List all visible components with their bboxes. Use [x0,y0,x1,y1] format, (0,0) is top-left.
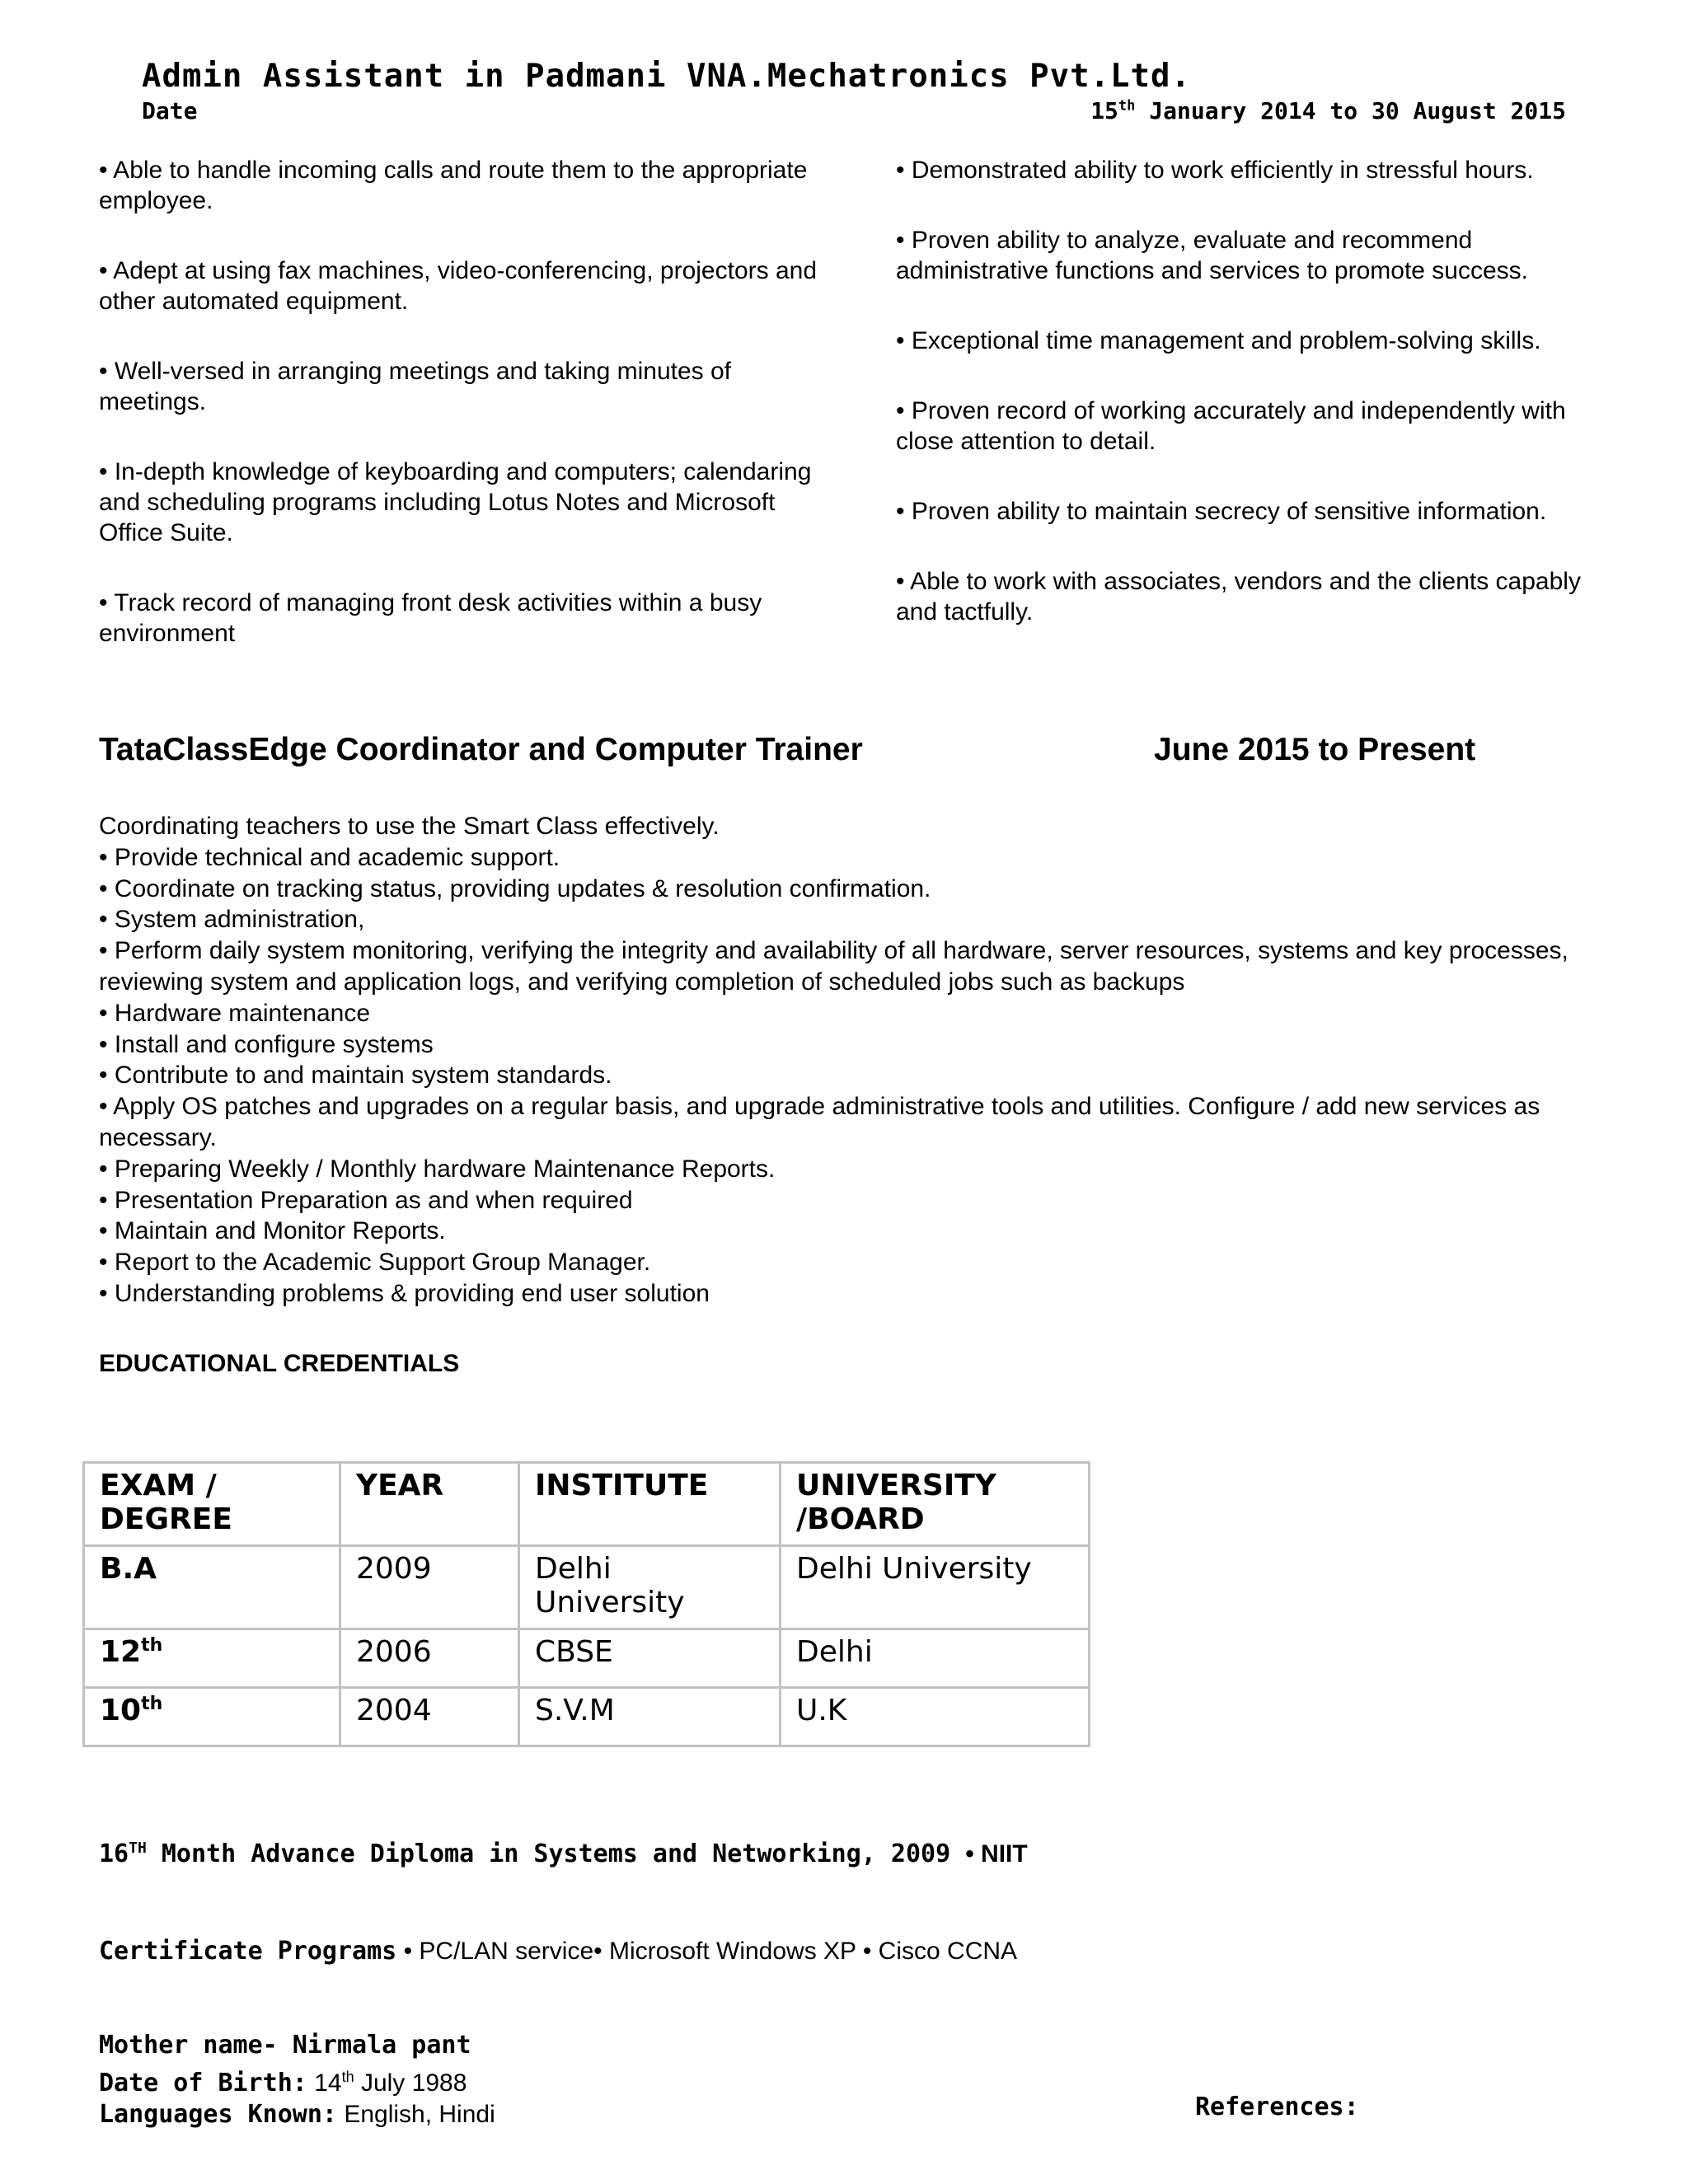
job1-date-range [1090,97,1566,124]
cell-institute: S.V.M [519,1688,781,1746]
column-header-board: UNIVERSITY /BOARD [781,1463,1090,1546]
duty-item: • Provide technical and academic support. [99,843,560,871]
skill-point: • Able to work with associates, vendors and the clients capably and tactfully. [896,568,1581,626]
job1-right-column [896,155,1621,667]
skill-point: • Well-versed in arranging meetings and taking minutes of meetings. [99,358,732,415]
skill-point: • Demonstrated ability to work efficiently in stressful hours. [896,157,1534,184]
cell-board: U.K [781,1688,1090,1746]
references-label: References: [1195,2093,1359,2121]
duty-item: • Report to the Academic Support Group Manager. [99,1249,651,1277]
duty-item: • Install and configure systems [99,1030,434,1058]
table-row [84,1546,1090,1629]
date-label: Date [142,97,198,124]
table-header-row [84,1463,1090,1546]
duty-item: • Apply OS patches and upgrades on a regular basis, and upgrade administrative tools and utilities. Configure / add new services as necessary. [99,1093,1540,1151]
column-header-institute: INSTITUTE [519,1463,781,1546]
exam-value: B.A [100,1552,157,1586]
duty-item: • Hardware maintenance [99,999,371,1027]
education-heading: EDUCATIONAL CREDENTIALS [99,1350,460,1377]
certificates-items: • PC/LAN service• Microsoft Windows XP • Cisco CCNA [403,1938,1018,1965]
duty-item: • Perform daily system monitoring, verifying the integrity and availability of all hardware, server resources, systems and key processes, reviewing system and application logs, and verifying completion of scheduled jobs such as backups [99,937,1568,996]
cell-year: 2009 [340,1546,519,1629]
duty-item: • Understanding problems & providing end user solution [99,1279,710,1307]
skill-point: • Proven record of working accurately and independently with close attention to detail. [896,397,1566,455]
skill-point: • Proven ability to maintain secrecy of sensitive information. [896,498,1547,525]
exam-value: 12 [100,1635,142,1669]
date-start-day: 15 [1090,97,1118,124]
certificates-line [99,1937,1017,1966]
languages-value: English, Hindi [344,2101,495,2128]
job1-left-column [99,155,824,688]
certificates-label: Certificate Programs [99,1937,397,1966]
languages-label: Languages Known: [99,2100,337,2129]
dob-sup: th [341,2069,354,2085]
mother-name: Mother name- Nirmala pant [99,2031,471,2060]
duty-item: • Maintain and Monitor Reports. [99,1217,446,1245]
duty-item: • Presentation Preparation as and when required [99,1186,633,1214]
skill-point: • Proven ability to analyze, evaluate and recommend administrative functions and services to promote success. [896,227,1529,284]
diploma-sup: TH [129,1840,147,1857]
diploma-number: 16 [99,1840,129,1868]
job-title-coordinator: TataClassEdge Coordinator and Computer Trainer [99,732,863,767]
cell-institute: Delhi University [519,1546,781,1629]
diploma-line [99,1840,1028,1868]
duty-item: • Preparing Weekly / Monthly hardware Maintenance Reports. [99,1155,776,1183]
cell-institute: CBSE [519,1629,781,1688]
job2-date-range: June 2015 to Present [1154,732,1476,767]
cell-year: 2004 [340,1688,519,1746]
duty-item: • Coordinate on tracking status, providing updates & resolution confirmation. [99,874,931,902]
skill-point: • In-depth knowledge of keyboarding and computers; calendaring and scheduling programs including Lotus Notes and Microsoft Office Suite. [99,458,812,546]
dob-day: 14 [314,2069,342,2097]
cell-board: Delhi University [781,1546,1090,1629]
table-row [84,1629,1090,1688]
duty-item: • System administration, [99,906,365,934]
date-start-sup: th [1118,97,1136,115]
exam-sup: th [141,1694,163,1714]
job2-duties-list [99,811,1582,1310]
skill-point: • Exceptional time management and problem-solving skills. [896,327,1541,354]
cell-exam [84,1629,340,1688]
date-rest: January 2014 to 30 August 2015 [1149,97,1566,124]
diploma-institute: • NIIT [965,1840,1028,1868]
diploma-text: Month Advance Diploma in Systems and Networking, 2009 [161,1840,951,1868]
dob-rest: July 1988 [360,2069,467,2097]
cell-year: 2006 [340,1629,519,1688]
dob-line [99,2061,495,2099]
dob-label: Date of Birth: [99,2069,307,2097]
table-row [84,1688,1090,1746]
exam-sup: th [141,1635,163,1656]
languages-line [99,2099,495,2130]
cell-exam [84,1688,340,1746]
column-header-exam: EXAM / DEGREE [84,1463,340,1546]
job-title-admin-assistant: Admin Assistant in Padmani VNA.Mechatronics Pvt.Ltd. [142,58,1191,95]
skill-point: • Able to handle incoming calls and route them to the appropriate employee. [99,157,808,214]
skill-point: • Adept at using fax machines, video-conferencing, projectors and other automated equipment. [99,257,818,315]
column-header-year: YEAR [340,1463,519,1546]
cell-board: Delhi [781,1629,1090,1688]
duty-item: Coordinating teachers to use the Smart Class effectively. [99,813,720,840]
personal-details [99,2030,495,2130]
cell-exam [84,1546,340,1629]
exam-value: 10 [100,1694,142,1727]
education-table [82,1461,1090,1747]
skill-point: • Track record of managing front desk activities within a busy environment [99,589,762,647]
duty-item: • Contribute to and maintain system standards. [99,1062,612,1090]
